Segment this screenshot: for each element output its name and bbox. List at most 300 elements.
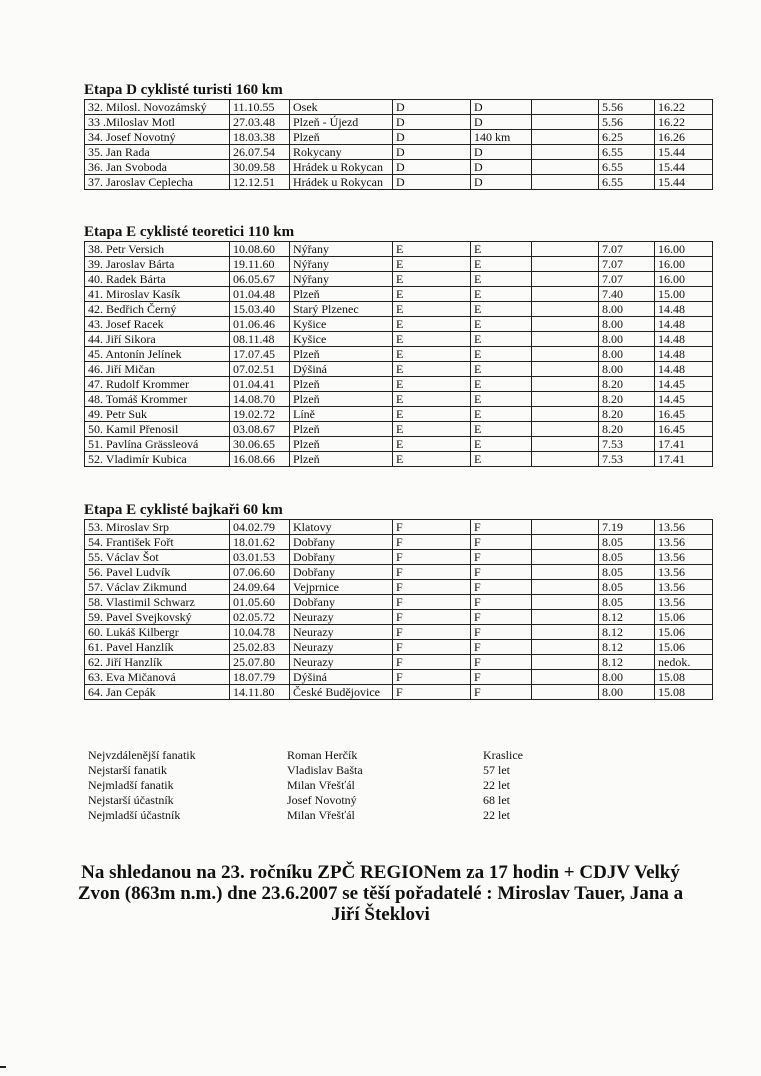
stat-value: 22 let (483, 808, 510, 822)
table-cell: F (393, 640, 471, 655)
table-cell: Dýšiná (290, 670, 393, 685)
table-cell: E (471, 422, 532, 437)
stage-e-theoretic-section (84, 224, 685, 467)
table-row (85, 550, 713, 565)
table-row (85, 257, 713, 272)
table-cell: 16.08.66 (230, 452, 290, 467)
table-cell: 01.04.41 (230, 377, 290, 392)
table-cell: D (471, 160, 532, 175)
table-cell: 8.12 (599, 655, 655, 670)
table-cell: 16.00 (655, 272, 713, 287)
table-cell: 8.00 (599, 362, 655, 377)
table-cell: F (393, 550, 471, 565)
table-cell: E (393, 317, 471, 332)
table-cell: F (393, 655, 471, 670)
table-cell: 17.07.45 (230, 347, 290, 362)
table-row (85, 610, 713, 625)
table-row (85, 317, 713, 332)
table-row (85, 625, 713, 640)
table-cell: 08.11.48 (230, 332, 290, 347)
table-row (85, 655, 713, 670)
table-cell: 10.08.60 (230, 242, 290, 257)
results-table (84, 99, 713, 190)
table-cell: 07.02.51 (230, 362, 290, 377)
table-row (85, 130, 713, 145)
table-cell: 15.44 (655, 160, 713, 175)
table-cell: 52. Vladimír Kubica (85, 452, 230, 467)
table-cell: 64. Jan Cepák (85, 685, 230, 700)
table-cell (532, 520, 599, 535)
table-cell: F (471, 655, 532, 670)
table-cell: 7.40 (599, 287, 655, 302)
table-cell: E (393, 302, 471, 317)
stat-name: Milan Vřešťál (287, 778, 355, 792)
table-cell: 8.05 (599, 595, 655, 610)
table-cell: 7.53 (599, 437, 655, 452)
table-cell: E (393, 362, 471, 377)
table-cell (532, 347, 599, 362)
table-cell: 33 .Miloslav Motl (85, 115, 230, 130)
table-cell: Osek (290, 100, 393, 115)
table-cell: D (393, 100, 471, 115)
table-cell: 140 km (471, 130, 532, 145)
table-cell: Líně (290, 407, 393, 422)
table-cell: E (393, 272, 471, 287)
table-cell: 56. Pavel Ludvík (85, 565, 230, 580)
results-table (84, 241, 713, 467)
section-title: Etapa E cyklisté bajkaři 60 km (84, 502, 283, 518)
table-cell: F (471, 595, 532, 610)
table-row (85, 437, 713, 452)
stat-value: 22 let (483, 778, 510, 792)
table-cell: Dobřany (290, 550, 393, 565)
table-cell: 14.48 (655, 362, 713, 377)
table-cell: 13.56 (655, 580, 713, 595)
table-cell: E (471, 347, 532, 362)
table-cell: 6.25 (599, 130, 655, 145)
table-cell: Rokycany (290, 145, 393, 160)
table-cell: E (471, 437, 532, 452)
table-cell: 8.20 (599, 422, 655, 437)
table-cell: 16.26 (655, 130, 713, 145)
table-cell: D (471, 115, 532, 130)
table-cell: 6.55 (599, 160, 655, 175)
table-cell: E (393, 407, 471, 422)
table-cell: Dobřany (290, 565, 393, 580)
table-row (85, 302, 713, 317)
table-cell: 8.00 (599, 685, 655, 700)
table-cell: F (471, 670, 532, 685)
table-cell: 15.44 (655, 145, 713, 160)
table-cell: 8.12 (599, 610, 655, 625)
table-cell: 15.06 (655, 625, 713, 640)
stat-value: 68 let (483, 793, 510, 807)
table-cell (532, 332, 599, 347)
table-cell: 51. Pavlína Grässleová (85, 437, 230, 452)
table-cell: 18.01.62 (230, 535, 290, 550)
table-cell: 11.10.55 (230, 100, 290, 115)
table-row (85, 362, 713, 377)
table-cell: 7.07 (599, 257, 655, 272)
table-cell: 03.01.53 (230, 550, 290, 565)
stat-name: Josef Novotný (287, 793, 357, 807)
section-title: Etapa E cyklisté teoretici 110 km (84, 224, 295, 240)
table-cell: 14.48 (655, 302, 713, 317)
table-cell: E (393, 422, 471, 437)
table-cell (532, 550, 599, 565)
table-cell: 8.20 (599, 407, 655, 422)
table-cell (532, 565, 599, 580)
table-cell: E (471, 452, 532, 467)
table-cell: 14.45 (655, 392, 713, 407)
table-cell: 63. Eva Mičanová (85, 670, 230, 685)
table-row (85, 100, 713, 115)
table-cell (532, 437, 599, 452)
table-row (85, 407, 713, 422)
table-cell: F (471, 520, 532, 535)
table-cell: Nýřany (290, 257, 393, 272)
table-cell (532, 407, 599, 422)
table-cell: 14.11.80 (230, 685, 290, 700)
table-cell: 7.07 (599, 242, 655, 257)
table-cell: 41. Miroslav Kasík (85, 287, 230, 302)
table-cell: 01.04.48 (230, 287, 290, 302)
table-cell: 30.06.65 (230, 437, 290, 452)
table-cell (532, 377, 599, 392)
table-cell: 27.03.48 (230, 115, 290, 130)
table-row (85, 287, 713, 302)
table-cell: D (471, 175, 532, 190)
table-cell: F (393, 595, 471, 610)
table-cell: 55. Václav Šot (85, 550, 230, 565)
table-cell: F (471, 565, 532, 580)
table-cell: Kyšice (290, 317, 393, 332)
table-cell: E (471, 242, 532, 257)
table-row (85, 160, 713, 175)
stats-names (287, 748, 363, 823)
table-cell: 16.22 (655, 115, 713, 130)
table-cell: E (471, 377, 532, 392)
table-cell: D (393, 160, 471, 175)
table-cell: Neurazy (290, 640, 393, 655)
table-cell: E (471, 287, 532, 302)
table-cell: 50. Kamil Přenosil (85, 422, 230, 437)
table-row (85, 115, 713, 130)
section-title: Etapa D cyklisté turisti 160 km (84, 82, 283, 98)
table-row (85, 670, 713, 685)
table-cell: D (393, 115, 471, 130)
table-cell: E (471, 332, 532, 347)
table-cell: D (471, 100, 532, 115)
table-cell: F (393, 670, 471, 685)
table-cell: 47. Rudolf Krommer (85, 377, 230, 392)
table-cell: E (393, 392, 471, 407)
table-cell: 44. Jiří Sikora (85, 332, 230, 347)
table-cell: Neurazy (290, 655, 393, 670)
table-cell: 32. Milosl. Novozámský (85, 100, 230, 115)
table-cell: 17.41 (655, 437, 713, 452)
table-cell (532, 115, 599, 130)
table-cell (532, 625, 599, 640)
table-cell: 8.20 (599, 392, 655, 407)
table-cell: F (393, 565, 471, 580)
table-cell (532, 670, 599, 685)
table-cell: Plzeň (290, 422, 393, 437)
table-cell: Starý Plzenec (290, 302, 393, 317)
table-cell: 30.09.58 (230, 160, 290, 175)
table-cell (532, 452, 599, 467)
table-cell: 13.56 (655, 520, 713, 535)
table-cell: 12.12.51 (230, 175, 290, 190)
table-cell (532, 145, 599, 160)
table-row (85, 392, 713, 407)
table-cell: Dobřany (290, 535, 393, 550)
table-cell: 43. Josef Racek (85, 317, 230, 332)
table-cell: 59. Pavel Svejkovský (85, 610, 230, 625)
table-cell: 16.45 (655, 422, 713, 437)
table-cell: 01.05.60 (230, 595, 290, 610)
table-cell (532, 287, 599, 302)
table-cell: E (393, 332, 471, 347)
table-row (85, 377, 713, 392)
table-cell (532, 422, 599, 437)
table-cell: 15.08 (655, 670, 713, 685)
table-cell (532, 257, 599, 272)
table-cell: F (471, 610, 532, 625)
table-cell: F (471, 685, 532, 700)
table-cell: D (393, 130, 471, 145)
scan-mark (0, 1066, 6, 1068)
table-cell: nedok. (655, 655, 713, 670)
table-cell (532, 160, 599, 175)
table-cell: D (393, 145, 471, 160)
table-cell (532, 317, 599, 332)
table-cell: 19.11.60 (230, 257, 290, 272)
table-cell (532, 685, 599, 700)
table-cell: 35. Jan Rada (85, 145, 230, 160)
table-cell: 6.55 (599, 175, 655, 190)
table-cell: Nýřany (290, 242, 393, 257)
table-cell (532, 362, 599, 377)
table-cell: Plzeň (290, 130, 393, 145)
table-cell: 13.56 (655, 535, 713, 550)
table-cell: F (471, 640, 532, 655)
table-cell: 14.48 (655, 347, 713, 362)
table-row (85, 332, 713, 347)
table-cell (532, 130, 599, 145)
table-cell: 15.06 (655, 610, 713, 625)
table-cell: E (393, 437, 471, 452)
table-cell: 53. Miroslav Srp (85, 520, 230, 535)
table-cell: 8.05 (599, 580, 655, 595)
table-cell: 15.08 (655, 685, 713, 700)
table-cell: 46. Jiří Mičan (85, 362, 230, 377)
stat-category: Nejvzdálenější fanatik (88, 748, 196, 762)
table-cell: 36. Jan Svoboda (85, 160, 230, 175)
table-cell (532, 655, 599, 670)
table-cell: 15.03.40 (230, 302, 290, 317)
table-cell: Neurazy (290, 625, 393, 640)
table-row (85, 685, 713, 700)
table-cell: 16.00 (655, 257, 713, 272)
table-cell: Klatovy (290, 520, 393, 535)
table-cell: 14.08.70 (230, 392, 290, 407)
table-cell (532, 100, 599, 115)
stat-value: 57 let (483, 763, 510, 777)
table-cell: 5.56 (599, 100, 655, 115)
table-cell: 8.05 (599, 535, 655, 550)
table-cell: E (393, 257, 471, 272)
table-cell (532, 392, 599, 407)
stage-d-section (84, 82, 685, 190)
table-cell (532, 302, 599, 317)
table-cell: Kyšice (290, 332, 393, 347)
table-cell: 8.12 (599, 640, 655, 655)
table-cell: 15.06 (655, 640, 713, 655)
table-cell: Hrádek u Rokycan (290, 175, 393, 190)
closing-announcement: Na shledanou na 23. ročníku ZPČ REGIONem za 17 hodin + CDJV Velký Zvon (863m n.m.) dne 23.6.2007 se těší pořadatelé : Miroslav Tauer, Jana a Jiří Šteklovi (77, 862, 684, 925)
stage-e-bikers-section (84, 502, 691, 700)
stat-category: Nejstarší fanatik (88, 763, 167, 777)
table-row (85, 242, 713, 257)
table-cell: F (393, 610, 471, 625)
table-cell: 17.41 (655, 452, 713, 467)
table-cell: 7.53 (599, 452, 655, 467)
table-cell: 38. Petr Versich (85, 242, 230, 257)
table-cell: E (471, 362, 532, 377)
table-cell: D (393, 175, 471, 190)
table-cell: 7.19 (599, 520, 655, 535)
table-cell (532, 640, 599, 655)
table-cell: Nýřany (290, 272, 393, 287)
table-cell (532, 242, 599, 257)
stat-name: Vladislav Bašta (287, 763, 363, 777)
table-cell: 39. Jaroslav Bárta (85, 257, 230, 272)
table-cell: 45. Antonín Jelínek (85, 347, 230, 362)
table-cell: Plzeň (290, 437, 393, 452)
table-cell: 04.02.79 (230, 520, 290, 535)
stat-category: Nejstarší účastník (88, 793, 174, 807)
table-cell: Plzeň - Újezd (290, 115, 393, 130)
table-cell: Vejprnice (290, 580, 393, 595)
table-cell: F (393, 535, 471, 550)
table-cell: Hrádek u Rokycan (290, 160, 393, 175)
table-cell: 57. Václav Zikmund (85, 580, 230, 595)
table-cell: 8.05 (599, 550, 655, 565)
table-cell: Plzeň (290, 452, 393, 467)
table-cell: 48. Tomáš Krommer (85, 392, 230, 407)
table-cell: 61. Pavel Hanzlík (85, 640, 230, 655)
table-cell: 8.00 (599, 670, 655, 685)
table-cell: F (471, 580, 532, 595)
table-row (85, 595, 713, 610)
table-row (85, 347, 713, 362)
table-cell: 19.02.72 (230, 407, 290, 422)
stats-values (483, 748, 523, 823)
table-cell: 8.20 (599, 377, 655, 392)
table-row (85, 272, 713, 287)
table-cell: F (471, 550, 532, 565)
stat-category: Nejmladší fanatik (88, 778, 174, 792)
table-cell: 13.56 (655, 565, 713, 580)
table-cell: 16.45 (655, 407, 713, 422)
table-cell: 25.07.80 (230, 655, 290, 670)
table-cell: 8.00 (599, 332, 655, 347)
table-row (85, 535, 713, 550)
table-row (85, 452, 713, 467)
table-cell: 10.04.78 (230, 625, 290, 640)
table-cell: Neurazy (290, 610, 393, 625)
table-cell: F (393, 580, 471, 595)
table-cell: 8.00 (599, 317, 655, 332)
table-cell: Dobřany (290, 595, 393, 610)
table-cell: 15.00 (655, 287, 713, 302)
table-cell: Plzeň (290, 287, 393, 302)
table-cell: E (393, 347, 471, 362)
table-row (85, 422, 713, 437)
table-cell (532, 610, 599, 625)
table-cell: 8.00 (599, 347, 655, 362)
table-cell: 14.45 (655, 377, 713, 392)
table-cell: 37. Jaroslav Ceplecha (85, 175, 230, 190)
table-cell: 26.07.54 (230, 145, 290, 160)
table-cell: 18.03.38 (230, 130, 290, 145)
results-table (84, 519, 713, 700)
table-cell: Plzeň (290, 392, 393, 407)
table-cell: E (393, 242, 471, 257)
table-cell: D (471, 145, 532, 160)
table-cell: 14.48 (655, 317, 713, 332)
table-cell: 25.02.83 (230, 640, 290, 655)
table-cell (532, 272, 599, 287)
table-cell: F (471, 625, 532, 640)
table-row (85, 565, 713, 580)
table-cell: 14.48 (655, 332, 713, 347)
table-cell: 6.55 (599, 145, 655, 160)
table-cell: E (471, 257, 532, 272)
table-cell: F (393, 685, 471, 700)
table-cell: 01.06.46 (230, 317, 290, 332)
table-cell: E (471, 407, 532, 422)
table-cell: 7.07 (599, 272, 655, 287)
table-cell: E (393, 287, 471, 302)
table-cell: F (471, 535, 532, 550)
table-cell: 15.44 (655, 175, 713, 190)
table-row (85, 580, 713, 595)
table-cell: 42. Bedřich Černý (85, 302, 230, 317)
table-cell: 60. Lukáš Kilbergr (85, 625, 230, 640)
table-cell: 16.00 (655, 242, 713, 257)
table-cell: České Budějovice (290, 685, 393, 700)
table-cell: 16.22 (655, 100, 713, 115)
table-cell: 40. Radek Bárta (85, 272, 230, 287)
stat-name: Milan Vřešťál (287, 808, 355, 822)
table-row (85, 175, 713, 190)
table-cell: F (393, 625, 471, 640)
table-cell: 18.07.79 (230, 670, 290, 685)
table-cell: Plzeň (290, 377, 393, 392)
table-cell: Plzeň (290, 347, 393, 362)
stat-category: Nejmladší účastník (88, 808, 181, 822)
table-cell: E (471, 317, 532, 332)
table-row (85, 145, 713, 160)
table-cell: 58. Vlastimil Schwarz (85, 595, 230, 610)
table-cell (532, 535, 599, 550)
table-cell (532, 580, 599, 595)
table-cell: E (393, 452, 471, 467)
table-row (85, 640, 713, 655)
table-row (85, 520, 713, 535)
